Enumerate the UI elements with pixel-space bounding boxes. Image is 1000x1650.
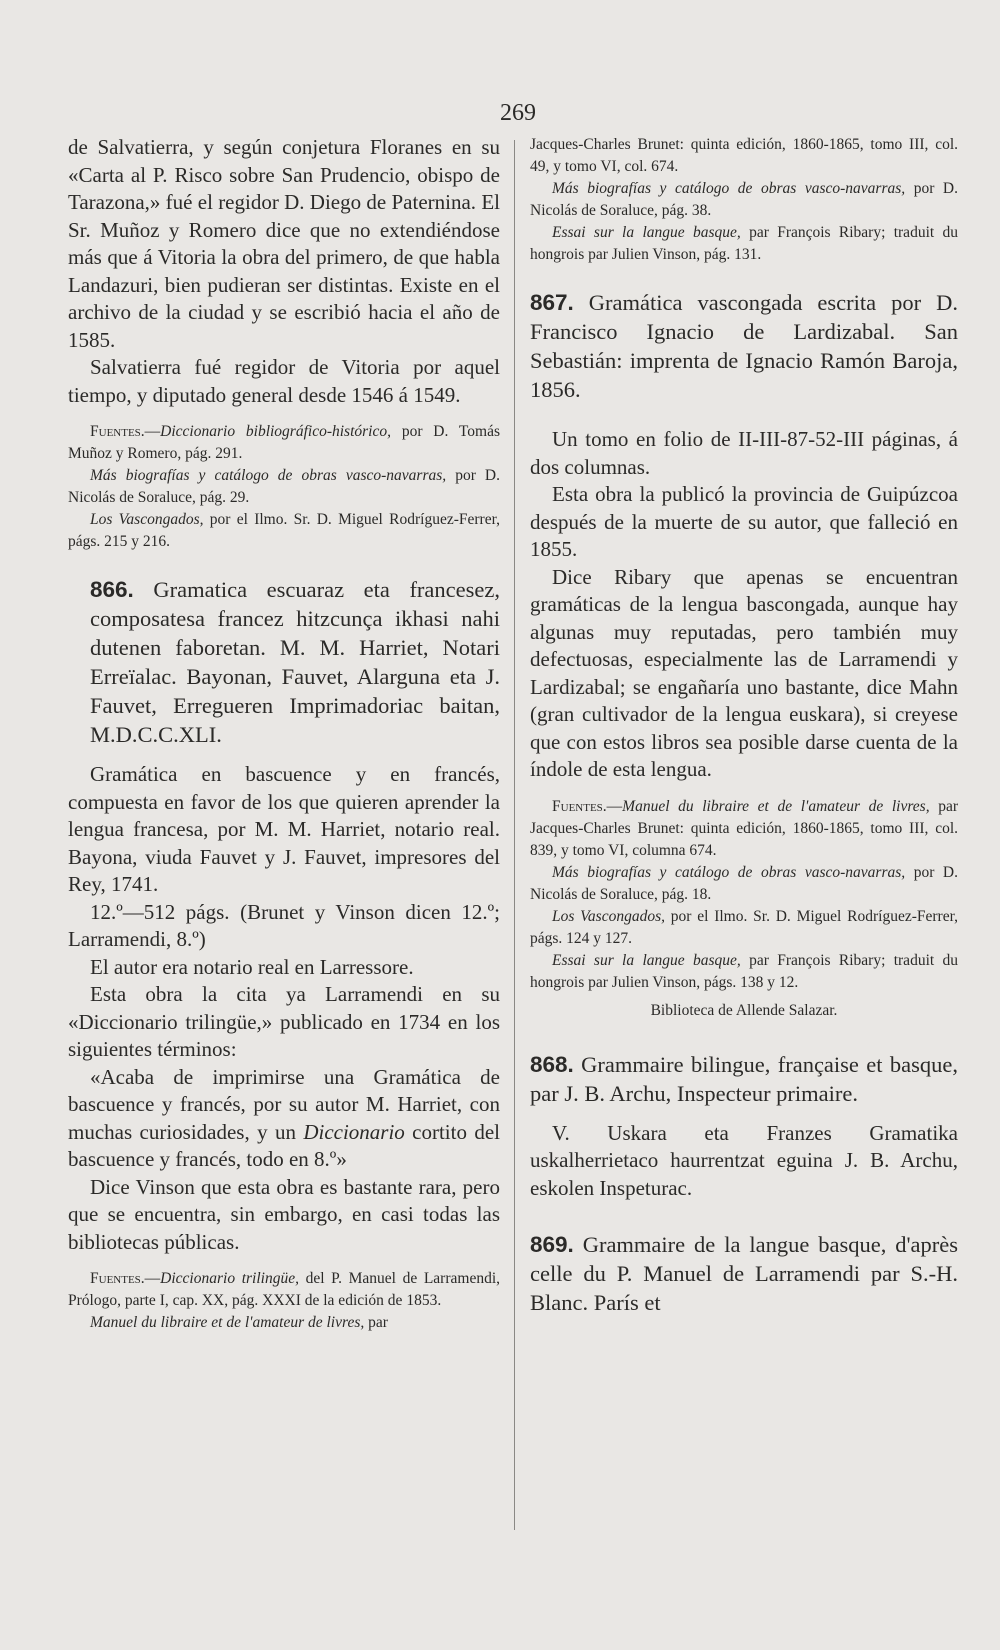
entry-title: Gramática vascongada escrita por D. Francisco Ignacio de Lardizabal. San Sebastián: imprenta de Ignacio Ramón Baroja, 1856.	[530, 290, 958, 402]
sources-note	[530, 796, 958, 862]
paragraph: Salvatierra fué regidor de Vitoria por aquel tiempo, y diputado general desde 1546 á 1549.	[68, 355, 500, 407]
source-title: Más biografías y catálogo de obras vasco-navarras,	[552, 180, 906, 197]
entry-866-heading	[68, 575, 500, 749]
entry-number: 867.	[530, 290, 574, 315]
library-location: Biblioteca de Allende Salazar.	[650, 1001, 838, 1019]
paragraph: Esta obra la publicó la provincia de Guipúzcoa después de la muerte de su autor, que falleció en 1855.	[530, 482, 958, 561]
paragraph: Esta obra la cita ya Larramendi en su «Diccionario trilingüe,» publicado en 1734 en los siguientes términos:	[68, 982, 500, 1061]
paragraph: Dice Ribary que apenas se encuentran gramáticas de la lengua bascongada, aunque hay algunas muy reputadas, pero también muy defectuosas, especialmente las de Larramendi y Lardizabal; se engañaría uno bastante, dice Mahn (gran cultivador de la lengua euskara), si creyese que con estos libros sea posible darse cuenta de la índole de esta lengua.	[530, 564, 958, 781]
paragraph: Gramática en bascuence y en francés, compuesta en favor de los que quieren aprender la lengua francesa, por M. M. Harriet, notario real. Bayona, viuda Fauvet y J. Fauvet, impresores del Rey, 1741.	[68, 762, 500, 896]
source-reference	[530, 222, 958, 266]
entry-number: 869.	[530, 1232, 574, 1257]
quote-text: «Acaba de imprimirse una Gramática de bascuence y francés, por su autor M. Harriet, con muchas curiosidades, y un	[68, 1064, 500, 1144]
page-number: 269	[500, 100, 536, 126]
entry-title: Grammaire de la langue basque, d'après celle du P. Manuel de Larramendi par S.-H. Blanc. París et	[530, 1232, 958, 1315]
column-divider	[514, 140, 515, 1530]
quote-emphasis: Diccionario	[303, 1119, 405, 1144]
paragraph: V. Uskara eta Franzes Gramatika uskalherrietaco haurrentzat eguina J. B. Archu, eskolen Inspeturac.	[530, 1120, 958, 1200]
entry-868-heading	[530, 1050, 958, 1108]
entry-number: 866.	[90, 577, 134, 602]
source-title: Diccionario bibliográfico-histórico,	[160, 423, 391, 440]
paragraph: Dice Vinson que esta obra es bastante rara, pero que se encuentra, sin embargo, en casi todas las bibliotecas públicas.	[68, 1174, 500, 1254]
source-reference	[530, 178, 958, 222]
quote-text: cortito del bascuence y francés, todo en 8.º»	[68, 1119, 500, 1171]
source-detail: par François Ribary; traduit du hongrois par Julien Vinson, pág. 131.	[530, 224, 959, 263]
sources-note	[68, 421, 500, 465]
sources-label: Fuentes.—	[552, 797, 623, 815]
source-detail: par Jacques-Charles Brunet: quinta edición, 1860-1865, tomo III, col. 839, y tomo VI, columna 674.	[530, 797, 958, 859]
source-reference	[530, 950, 958, 994]
source-reference	[530, 862, 958, 906]
source-reference	[68, 465, 500, 509]
source-detail: por D. Nicolás de Soraluce, pág. 29.	[68, 467, 501, 506]
paragraph: de Salvatierra, y según conjetura Floranes en su «Carta al P. Risco sobre San Prudencio, obispo de Tarazona,» fué el regidor D. Diego de Paternina. El Sr. Muñoz y Romero dice que no extendiéndose más que á Vitoria la obra del primero, de que habla Landazuri, bien pudieran ser distintas. Existe en el archivo de la ciudad y se escribió hacia el año de 1585.	[68, 135, 500, 352]
left-column	[68, 134, 500, 1334]
entry-869-heading	[530, 1230, 958, 1317]
source-title: Los Vascongados,	[552, 907, 666, 925]
source-reference	[68, 1312, 500, 1334]
source-detail: del P. Manuel de Larramendi, Prólogo, parte I, cap. XX, pág. XXXI de la edición de 1853.	[68, 1270, 501, 1309]
source-detail: por D. Tomás Muñoz y Romero, pág. 291.	[68, 423, 501, 462]
paragraph: El autor era notario real en Larressore.	[90, 954, 414, 979]
source-title: Essai sur la langue basque,	[552, 224, 741, 241]
entry-title: Gramatica escuaraz eta francesez, composatesa francez hitzcunça ikhasi nahi dutenen faboretan. M. M. Harriet, Notari Erreïalac. Bayonan, Fauvet, Alarguna eta J. Fauvet, Erregueren Imprimadoriac baitan, M.D.C.C.XLI.	[90, 577, 500, 747]
source-title: Diccionario trilingüe,	[160, 1270, 299, 1287]
source-reference	[530, 906, 958, 950]
paragraph: Un tomo en folio de II-III-87-52-III páginas, á dos columnas.	[530, 427, 958, 479]
source-title: Essai sur la langue basque,	[552, 951, 741, 969]
entry-867-heading	[530, 288, 958, 404]
source-title: Más biografías y catálogo de obras vasco-navarras,	[552, 863, 906, 881]
entry-title: Grammaire bilingue, française et basque, par J. B. Archu, Inspecteur primaire.	[530, 1051, 958, 1106]
source-title: Más biografías y catálogo de obras vasco-navarras,	[90, 467, 447, 484]
source-detail: par François Ribary; traduit du hongrois par Julien Vinson, págs. 138 y 12.	[530, 951, 959, 991]
source-reference	[68, 509, 500, 553]
source-title: Los Vascongados,	[90, 511, 204, 528]
paragraph: 12.º—512 págs. (Brunet y Vinson dicen 12.º; Larramendi, 8.º)	[68, 899, 500, 951]
source-detail: por el Ilmo. Sr. D. Miguel Rodríguez-Ferrer, págs. 124 y 127.	[530, 907, 958, 947]
sources-label: Fuentes.—	[90, 423, 161, 440]
right-column	[530, 134, 958, 1317]
source-reference: Jacques-Charles Brunet: quinta edición, 1860-1865, tomo III, col. 49, y tomo VI, col. 674.	[530, 136, 958, 175]
entry-number: 868.	[530, 1051, 574, 1077]
source-detail: por el Ilmo. Sr. D. Miguel Rodríguez-Ferrer, págs. 215 y 216.	[68, 511, 500, 550]
source-title: Manuel du libraire et de l'amateur de livres,	[622, 797, 930, 815]
source-detail: por D. Nicolás de Soraluce, pág. 18.	[530, 863, 959, 903]
source-title: Manuel du libraire et de l'amateur de livres,	[90, 1314, 365, 1331]
source-detail: par	[364, 1314, 388, 1331]
sources-note	[68, 1268, 500, 1312]
quotation	[68, 1064, 500, 1174]
sources-label: Fuentes.—	[90, 1270, 161, 1287]
source-detail: por D. Nicolás de Soraluce, pág. 38.	[530, 180, 959, 219]
